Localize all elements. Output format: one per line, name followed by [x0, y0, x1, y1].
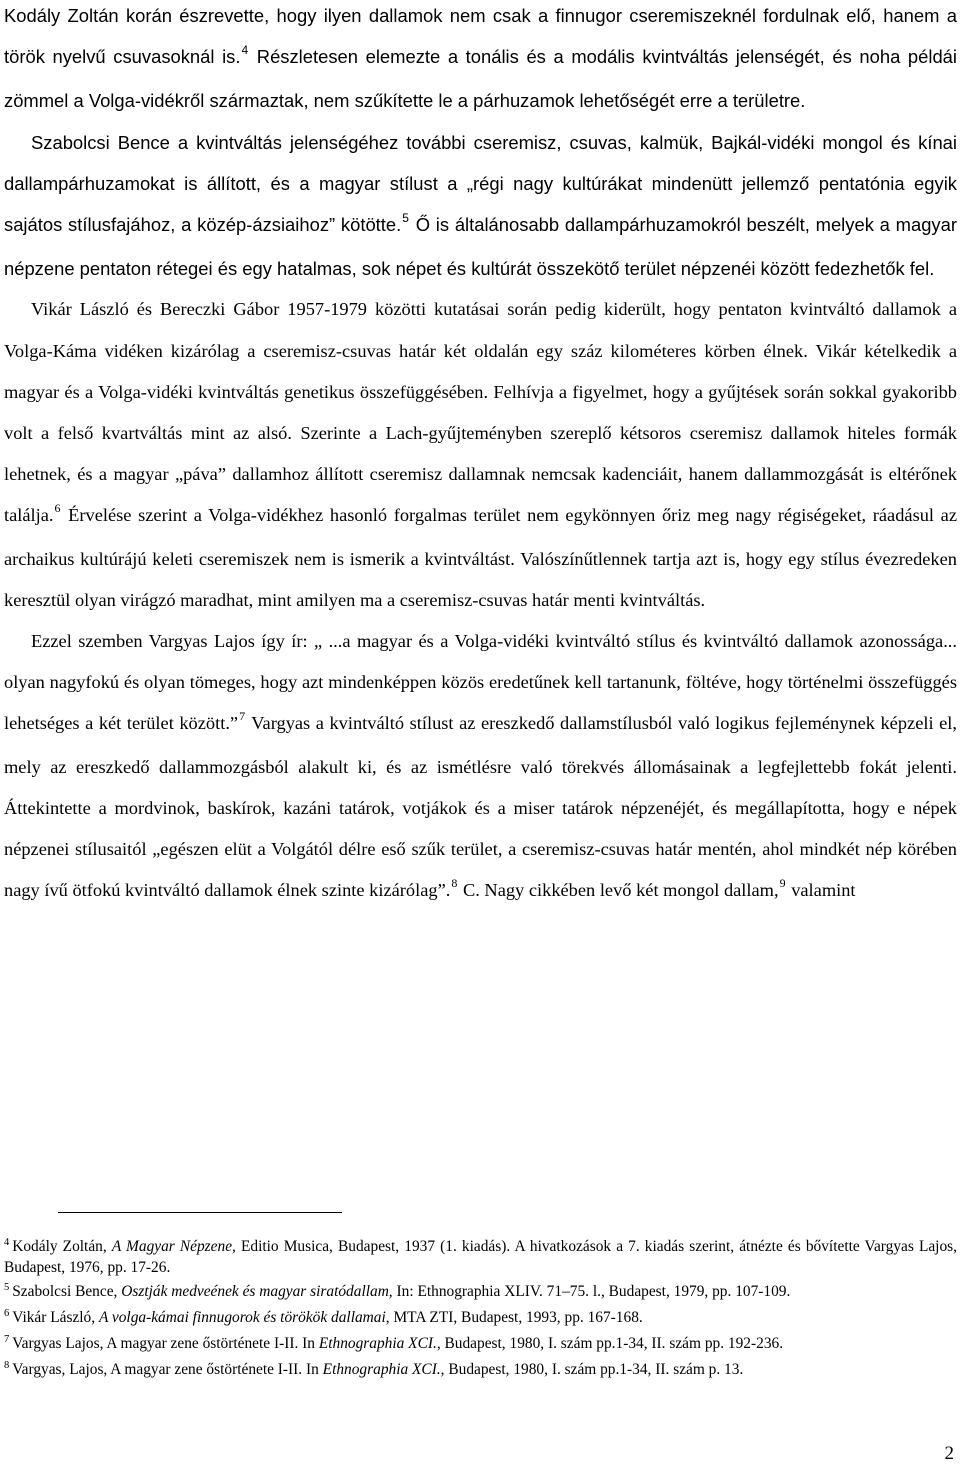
paragraph-4-text-a: Ezzel szemben Vargyas Lajos így ír: „ ...a magyar és a Volga-vidéki kvintváltó stílus és kvintváltó dallamok azonossága... olyan nagyfokú és olyan tömeges, hogy azt mindenképpen közös eredetűnek kell tartanunk, föltéve, hogy történelmi összefüggés lehetséges a két terület között.” [4, 631, 957, 734]
footnote-title: Ethnographia XCI. [318, 1334, 437, 1352]
footnote-text: Szabolcsi Bence, [12, 1282, 122, 1300]
document-page [4, 0, 957, 913]
footnote-text: In: Ethnographia XLIV. 71–75. l., Budapest, 1979, pp. 107-109. [392, 1282, 791, 1300]
footnote-title: A volga-kámai finnugorok és törökök dallamai [98, 1308, 386, 1326]
footnote-4 [4, 1238, 957, 1277]
footnote-8 [4, 1361, 957, 1382]
footnote-text: , Budapest, 1980, I. szám pp.1-34, II. szám p. 13. [440, 1360, 744, 1378]
footnote-text: Vikár László, [12, 1308, 99, 1326]
page-number: 2 [944, 1443, 954, 1464]
footnotes [4, 1238, 957, 1387]
paragraph-4-text-d: valamint [786, 880, 856, 901]
footnote-6 [4, 1309, 957, 1330]
footnote-ref-8[interactable]: 8 [451, 876, 458, 891]
footnote-ref-5[interactable]: 5 [402, 211, 409, 226]
footnote-5 [4, 1283, 957, 1304]
footnote-ref-9[interactable]: 9 [779, 876, 786, 891]
paragraph-4-text-b: Vargyas a kvintváltó stílust az ereszkedő dallamstílusból való logikus fejleménynek képzeli el, mely az ereszkedő dallammozgásból alakult ki, és az ismétlésre való törekvés állomásainak a legfejlettebb fokát jelenti. Áttekintette a mordvinok, baskírok, kazáni tatárok, votjákok és a miser tatárok népzenéjét, és megállapította, hogy e népek népzenei stílusaitól „egészen elüt a Volgától délre eső szűk terület, a cseremisz-csuvas határ mentén, ahol mindkét nép körében nagy ívű ötfokú kvintváltó dallamok élnek szinte kizárólag”. [4, 713, 957, 901]
footnote-ref-4[interactable]: 4 [241, 43, 249, 58]
footnote-title: Ethnographia XCI. [322, 1360, 441, 1378]
footnote-text: Kodály Zoltán, [12, 1238, 112, 1255]
footnote-number: 5 [4, 1281, 10, 1293]
footnote-text: , Budapest, 1980, I. szám pp.1-34, II. szám pp. 192-236. [436, 1334, 784, 1352]
paragraph-2 [4, 122, 957, 290]
paragraph-1 [4, 0, 957, 122]
paragraph-3-text-a: Vikár László és Bereczki Gábor 1957-1979 közötti kutatásai során pedig kiderült, hogy pentaton kvintváltó dallamok a Volga-Káma vidéken kizárólag a cseremisz-csuvas határ két oldalán egy száz kilométeres körben élnek. Vikár kételkedik a magyar és a Volga-vidéki kvintváltás genetikus összefüggésében. Felhívja a figyelmet, hogy a gyűjtések során sokkal gyakoribb volt a felső kvartváltás mint az alsó. Szerinte a Lach-gyűjteményben szereplő kétsoros cseremisz dallamok hiteles formák lehetnek, és a magyar „páva” dallamhoz állított cseremisz dallamnak nemcsak kadenciáit, hanem dallammozgását is eltérőnek találja. [4, 299, 957, 526]
footnote-title: Osztják medveének és magyar siratódallam, [121, 1282, 393, 1300]
paragraph-3 [4, 289, 957, 621]
paragraph-1-text-a: Kodály Zoltán korán észrevette, hogy ilyen dallamok nem csak a finnugor cseremiszeknél fordulnak elő, hanem a török nyelvű csuvasoknál is. [4, 5, 957, 68]
paragraph-2-text-a: Szabolcsi Bence a kvintváltás jelenségéhez további cseremisz, csuvas, kalmük, Bajkál-vidéki mongol és kínai dallampárhuzamokat is állított, és a magyar stílust a „régi nagy kultúrákat mindenütt jellemző pentatónia egyik sajátos stílusfajához, a közép-ázsiaihoz” kötötte. [4, 131, 957, 236]
footnote-ref-7[interactable]: 7 [239, 709, 246, 724]
footnote-text: Editio Musica, Budapest, 1937 (1. kiadás). A hivatkozások a 7. kiadás szerint, átnézte és bővítette Vargyas Lajos, Budapest, 1976, pp. 17-26. [4, 1238, 957, 1276]
footnote-text: Vargyas Lajos, A magyar zene őstörténete I-II. In [12, 1334, 319, 1352]
footnote-7 [4, 1335, 957, 1356]
footnote-text: Vargyas, Lajos, A magyar zene őstörténete I-II. In [12, 1360, 323, 1378]
footnote-title: A Magyar Népzene, [111, 1238, 236, 1255]
footnote-number: 7 [4, 1333, 10, 1345]
paragraph-3-text-b: Érvelése szerint a Volga-vidékhez hasonló forgalmas terület nem egykönnyen őriz meg nagy régiségeket, ráadásul az archaikus kultúrájú keleti cseremiszek nem is ismerik a kvintváltást. Valószínűtlennek tartja azt is, hogy egy stílus évezredeken keresztül olyan virágzó maradhat, mint amilyen ma a cseremisz-csuvas határ menti kvintváltás. [4, 505, 957, 610]
main-text [4, 0, 957, 913]
footnote-number: 4 [4, 1237, 10, 1248]
footnote-number: 8 [4, 1359, 10, 1371]
paragraph-4-text-c: C. Nagy cikkében levő két mongol dallam, [458, 880, 779, 901]
paragraph-1-text-b: Részletesen elemezte a tonális és a modális kvintváltás jelenségét, és noha példái zömmel a Volga-vidékről származtak, nem szűkítette le a párhuzamok lehetőségét erre a területre. [4, 46, 957, 112]
footnote-text: , MTA ZTI, Budapest, 1993, pp. 167-168. [385, 1308, 643, 1326]
footnote-number: 6 [4, 1307, 10, 1319]
paragraph-2-text-b: Ő is általánosabb dallampárhuzamokról beszélt, melyek a magyar népzene pentaton rétegei és egy hatalmas, sok népet és kultúrát összekötő terület népzenéi között fedezhetők fel. [4, 214, 957, 280]
footnote-separator [58, 1212, 342, 1213]
paragraph-4 [4, 621, 957, 913]
footnote-ref-6[interactable]: 6 [54, 501, 61, 516]
